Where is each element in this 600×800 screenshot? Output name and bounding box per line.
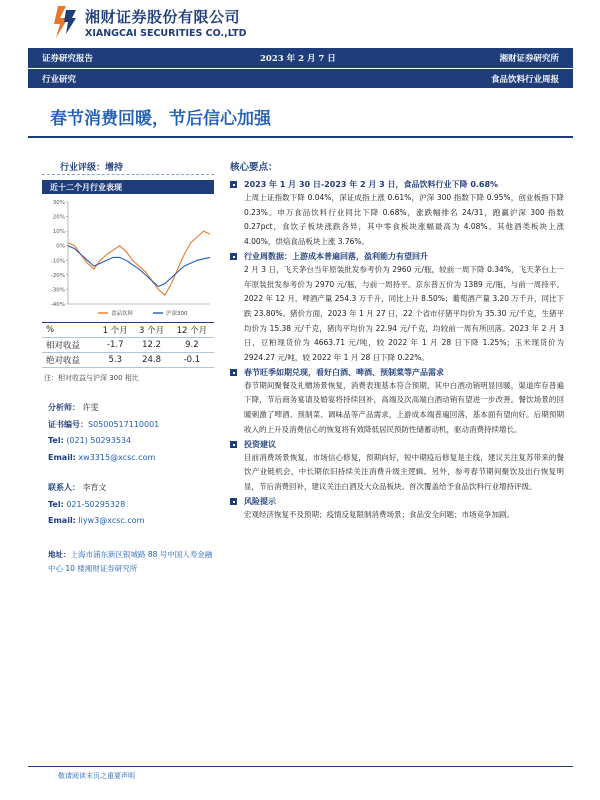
table-cell: 9.2 [170,338,214,353]
header-bar-primary [28,48,573,68]
series-line-industry [68,231,210,295]
checkbox-bullet-icon [230,181,237,188]
address [48,548,218,576]
core-section-title: 风险提示 [244,496,276,506]
company-logo [52,4,282,44]
y-tick-label: 20% [52,214,65,221]
checkbox-bullet-icon [230,369,237,376]
y-tick-label: 10% [52,229,65,236]
report-title: 春节消费回暖，节后信心加强 [50,109,271,129]
table-cell: -1.7 [97,338,133,353]
header-bar-secondary [28,68,573,88]
core-section-title: 投资建议 [244,439,276,449]
y-tick-label: -20% [50,272,65,279]
contact-name: 李育文 [82,483,107,492]
contact-info [48,480,144,530]
analyst-name: 许雯 [82,403,99,412]
cert-label: 证书编号： [48,419,88,429]
analyst-tel: (021) 50293534 [66,436,132,445]
core-section-paragraph: 目前消费场景恢复，市场信心修复，预期向好，短中期疫后修复是主线，建议关注复苏带来的餐饮产业链机会，中长期依旧持续关注消费升级主逻辑。另外，参考春节期间聚饮及出行恢复明显，节后消费回补，建议关注白酒及大众品板块。首次覆盖给予食品饮料行业增持评级。 [244,452,564,491]
table-cell: 绝对收益 [42,353,97,368]
core-section-paragraph: 上周上证指数下降 0.04%，深证成指上涨 0.61%，沪深 300 指数下降 0.95%，创业板指下降 0.23%。申万食品饮料行业同比下降 0.68%，涨跌幅排名 24/31，跑赢沪深 300 指数 0.27pct，食饮子板块涨跌各异，其中零食板块涨幅最高为 4.08%。其他酒类板块上涨 4.00%，烘焙食品板块上涨 3.76%。 [244,193,564,247]
table-cell: 24.8 [133,353,169,368]
table-row [42,353,214,368]
address-text: 上海市浦东新区银城路 88 号中国人寿金融中心 10 楼湘财证券研究所 [48,550,213,573]
research-institute: 湘财证券研究所 [499,54,559,64]
y-tick-label: -10% [50,258,65,265]
checkbox-bullet-icon [230,498,237,505]
table-cell: 12.2 [133,338,169,353]
core-section-title: 2023 年 1 月 30 日-2023 年 2 月 3 日，食品饮料行业下降 0.68% [244,180,499,189]
footer-divider [28,766,573,767]
legend-label: 沪深300 [166,311,188,317]
core-section-paragraph: 宏观经济恢复不及预期；疫情反复限制消费场景；食品安全问题；市场竞争加剧。 [244,509,514,519]
cert-number: S0500517110001 [88,419,160,429]
performance-table [42,322,214,368]
company-logo-icon [52,4,78,40]
core-section [230,438,564,495]
table-header-cell: 3 个月 [133,323,169,338]
tel-label: Tel: [48,499,64,509]
company-name-cn: 湘财证券股份有限公司 [85,8,241,26]
checkbox-bullet-icon [230,253,237,260]
y-tick-label: -30% [50,287,65,294]
email-label: Email: [48,452,76,462]
y-tick-label: 30% [52,200,65,206]
contact-label: 联系人： [48,483,80,492]
table-row [42,338,214,353]
email-label: Email: [48,516,76,525]
analyst-label: 分析师： [48,403,80,412]
core-section [230,178,564,250]
address-label: 地址： [48,550,71,559]
contact-email[interactable]: liyw3@xcsc.com [78,516,145,525]
table-cell: 5.3 [97,353,133,368]
rating-divider [42,174,214,175]
core-points-title: 核心要点： [230,162,278,173]
y-tick-label: -40% [50,302,65,308]
footer-disclaimer: 敬请阅读末页之重要声明 [58,772,135,780]
core-section-title: 行业周数据：上游成本普遍回落，盈利能力有望回升 [244,251,428,261]
core-section-paragraph: 春节期间聚餐及礼赠场景恢复，消费表现基本符合预期，其中白酒动销明显回暖，渠道库存普遍下降，节后商务宴请及婚宴将持续回补，高端及次高端白酒动销有望进一步改善。餐饮场景的回暖刺激了啤酒、预制菜、调味品等产品需求，上游成本端普遍回落，基本面有望向好。后期预期收入的上升及消费信心的恢复将有效降低居民预防性储蓄动机，驱动消费持续增长。 [244,380,564,434]
core-section-paragraph: 2 月 3 日，飞天茅台当年原装批发参考价为 2960 元/瓶，较前一周下降 0.34%，飞天茅台上一年原装批发参考价为 2970 元/瓶，与前一周持平。京东普五价为 1389 元/瓶，与前一周持平。2022 年 12 月，啤酒产量 254.3 万千升，同比上升 8.50%；葡萄酒产量 3.20 万千升，同比下跌 23.80%。猪价方面，2023 年 1 月 27 日，22 个省市仔猪平均价为 35.30 元/千克，生猪平均价为 15.38 元/千克，猪肉平均价为 22.94 元/千克，均较前一周有所回落。2023 年 2 月 3 日，豆粕现货价为 4663.71 元/吨，较 2022 年 1 月 28 日下降 1.25%；玉米现货价为 2924.27 元/吨，较 2022 年 1 月 28 日下降 0.22%。 [244,264,564,363]
contact-tel: 021-50295328 [66,499,126,509]
table-header-cell: 12 个月 [170,323,214,338]
checkbox-bullet-icon [230,441,237,448]
core-section [230,366,564,438]
company-name-en: XIANGCAI SECURITIES CO.,LTD [85,28,247,39]
report-date: 2023 年 2 月 7 日 [260,54,336,64]
industry-rating: 行业评级：增持 [60,163,124,173]
report-series: 食品饮料行业周报 [490,75,559,85]
table-header-cell: 1 个月 [97,323,133,338]
table-cell: -0.1 [170,353,214,368]
y-tick-label: 0% [56,243,65,250]
title-divider [28,136,573,138]
table-header-row [42,323,214,338]
core-section-title: 春节旺季如期兑现，看好白酒、啤酒、预制菜等产品需求 [244,367,444,377]
tel-label: Tel: [48,436,64,445]
core-section [230,495,564,523]
chart-header: 近十二个月行业表现 [42,180,214,194]
report-type: 证券研究报告 [42,54,94,64]
table-header-cell: % [42,323,97,338]
analyst-email[interactable]: xw3315@xcsc.com [78,452,156,462]
industry-performance-chart [42,194,214,318]
legend-label: 食品饮料 [111,311,134,317]
performance-note: 注：相对收益与沪深 300 相比 [44,374,139,382]
research-category: 行业研究 [42,75,77,85]
table-cell: 相对收益 [42,338,97,353]
core-section [230,250,564,366]
core-points [230,178,564,522]
analyst-info [48,400,159,466]
